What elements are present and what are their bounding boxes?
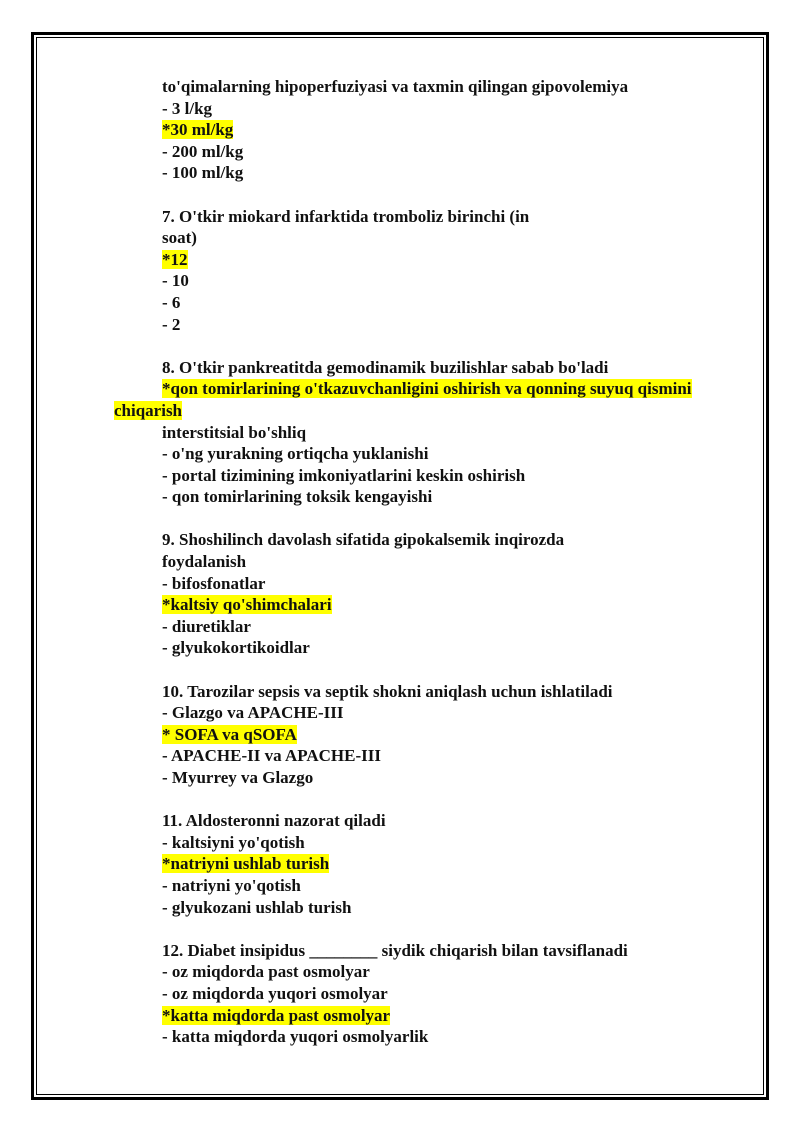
question-9: 9. Shoshilinch davolash sifatida gipokalsemik inqirozda [162, 530, 565, 550]
option: - 100 ml/kg [162, 163, 244, 183]
option: - kaltsiyni yo'qotish [162, 832, 305, 852]
document-body [0, 76, 800, 1048]
option: - portal tizimining imkoniyatlarini keskin oshirish [162, 465, 526, 485]
question-7: 7. O'tkir miokard infarktida tromboliz birinchi (in [162, 206, 530, 226]
option-correct: *30 ml/kg [162, 120, 234, 140]
option: - 10 [162, 271, 189, 291]
question-7-cont: soat) [162, 228, 197, 248]
option: - Myurrey va Glazgo [162, 768, 314, 787]
question-12: 12. Diabet insipidus ________ siydik chiqarish bilan tavsiflanadi [162, 940, 628, 960]
option: - diuretiklar [162, 616, 251, 636]
option-correct: *qon tomirlarining o'tkazuvchanligini oshirish va qonning suyuq qismini [162, 379, 692, 399]
option: - glyukokortikoidlar [162, 638, 310, 658]
option: - katta miqdorda yuqori osmolyarlik [162, 1027, 429, 1047]
option: - oz miqdorda yuqori osmolyar [162, 983, 388, 1003]
question-continuation: to'qimalarning hipoperfuziyasi va taxmin qilingan gipovolemiya [162, 77, 629, 96]
option-correct: *12 [162, 249, 188, 269]
option: - Glazgo va APACHE-III [162, 703, 344, 723]
option-correct: *natriyni ushlab turish [162, 854, 330, 874]
option: - natriyni yo'qotish [162, 875, 301, 895]
option: - APACHE-II va APACHE-III [162, 746, 381, 766]
option: - qon tomirlarining toksik kengayishi [162, 487, 433, 507]
option: - oz miqdorda past osmolyar [162, 962, 370, 982]
option: - 2 [162, 314, 181, 334]
option: - 200 ml/kg [162, 141, 244, 161]
option-correct: *kaltsiy qo'shimchalari [162, 595, 332, 615]
option: - o'ng yurakning ortiqcha yuklanishi [162, 444, 429, 464]
option: - bifosfonatlar [162, 573, 266, 593]
question-8: 8. O'tkir pankreatitda gemodinamik buzilishlar sabab bo'ladi [162, 357, 609, 377]
question-10: 10. Tarozilar sepsis va septik shokni aniqlash uchun ishlatiladi [162, 681, 613, 701]
option: - 6 [162, 292, 181, 312]
question-9-cont: foydalanish [162, 552, 247, 572]
option-correct: *katta miqdorda past osmolyar [162, 1005, 391, 1025]
option: - 3 l/kg [162, 98, 213, 118]
option-correct-cont: chiqarish [114, 400, 183, 420]
question-11: 11. Aldosteronni nazorat qiladi [162, 811, 386, 831]
option-correct: * SOFA va qSOFA [162, 724, 297, 744]
option-extra: interstitsial bo'shliq [162, 422, 307, 442]
option: - glyukozani ushlab turish [162, 897, 352, 917]
